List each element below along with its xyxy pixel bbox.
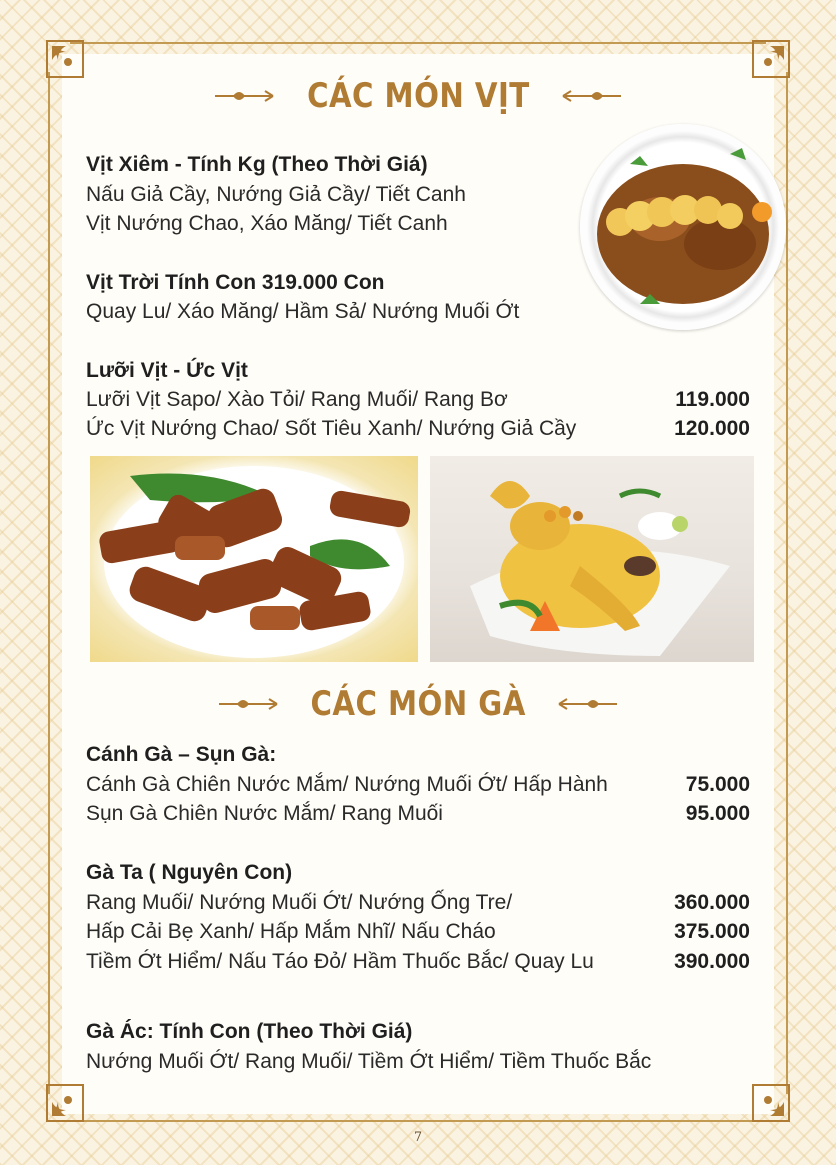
menu-line: Hấp Cải Bẹ Xanh/ Hấp Mắm Nhĩ/ Nấu Cháo bbox=[86, 920, 496, 943]
grilled-duck-illustration bbox=[90, 456, 418, 662]
menu-price: 120.000 bbox=[674, 417, 750, 440]
group-heading-vit-xiem: Vịt Xiêm - Tính Kg (Theo Thời Giá) bbox=[86, 153, 428, 176]
duck-dish-illustration bbox=[580, 124, 786, 330]
menu-line: Ức Vịt Nướng Chao/ Sốt Tiêu Xanh/ Nướng Giả Cầy bbox=[86, 417, 577, 440]
menu-line: Nướng Muối Ớt/ Rang Muối/ Tiềm Ớt Hiểm/ Tiềm Thuốc Bắc bbox=[86, 1050, 652, 1073]
chicken-section-title: CÁC MÓN GÀ bbox=[310, 684, 526, 724]
group-heading-ga-ta: Gà Ta ( Nguyên Con) bbox=[86, 861, 293, 884]
menu-price: 95.000 bbox=[685, 802, 750, 825]
menu-price: 390.000 bbox=[674, 950, 750, 973]
menu-line: Nấu Giả Cầy, Nướng Giả Cầy/ Tiết Canh bbox=[86, 183, 466, 206]
corner-ornament-icon bbox=[44, 1080, 88, 1124]
flourish-right-icon bbox=[555, 694, 619, 714]
frame-right bbox=[786, 72, 788, 1094]
group-heading-luoi-vit: Lưỡi Vịt - Ức Vịt bbox=[86, 359, 248, 382]
flourish-left-icon bbox=[217, 694, 281, 714]
menu-line: Tiềm Ớt Hiểm/ Nấu Táo Đỏ/ Hầm Thuốc Bắc/ Quay Lu bbox=[86, 950, 594, 973]
frame-bottom bbox=[70, 1120, 766, 1122]
menu-price: 375.000 bbox=[674, 920, 750, 943]
group-heading-vit-troi: Vịt Trời Tính Con 319.000 Con bbox=[86, 271, 385, 294]
menu-line: Cánh Gà Chiên Nước Mắm/ Nướng Muối Ớt/ Hấp Hành bbox=[86, 773, 608, 796]
duck-dish-photo bbox=[580, 124, 786, 330]
menu-price: 360.000 bbox=[674, 891, 750, 914]
boiled-chicken-illustration bbox=[430, 456, 754, 662]
duck-section-title: CÁC MÓN VỊT bbox=[306, 76, 530, 116]
flourish-right-icon bbox=[559, 86, 623, 106]
group-heading-ga-ac: Gà Ác: Tính Con (Theo Thời Giá) bbox=[86, 1020, 413, 1043]
menu-line: Lưỡi Vịt Sapo/ Xào Tỏi/ Rang Muối/ Rang Bơ bbox=[86, 388, 508, 411]
menu-line: Sụn Gà Chiên Nước Mắm/ Rang Muối bbox=[86, 802, 443, 825]
frame-top bbox=[70, 42, 766, 44]
frame-left bbox=[48, 72, 50, 1094]
menu-price: 75.000 bbox=[685, 773, 750, 796]
group-heading-canh-ga: Cánh Gà – Sụn Gà: bbox=[86, 743, 277, 766]
chicken-section-heading bbox=[0, 684, 836, 724]
menu-line: Rang Muối/ Nướng Muối Ớt/ Nướng Ống Tre/ bbox=[86, 891, 513, 914]
menu-line: Vịt Nướng Chao, Xáo Măng/ Tiết Canh bbox=[86, 212, 448, 235]
menu-line: Quay Lu/ Xáo Măng/ Hầm Sả/ Nướng Muối Ớt bbox=[86, 300, 520, 323]
menu-price: 119.000 bbox=[675, 388, 750, 411]
flourish-left-icon bbox=[213, 86, 277, 106]
page-number: 7 bbox=[413, 1130, 423, 1145]
corner-ornament-icon bbox=[748, 1080, 792, 1124]
grilled-duck-photo bbox=[90, 456, 418, 662]
duck-section-heading bbox=[0, 76, 836, 116]
boiled-chicken-photo bbox=[430, 456, 754, 662]
